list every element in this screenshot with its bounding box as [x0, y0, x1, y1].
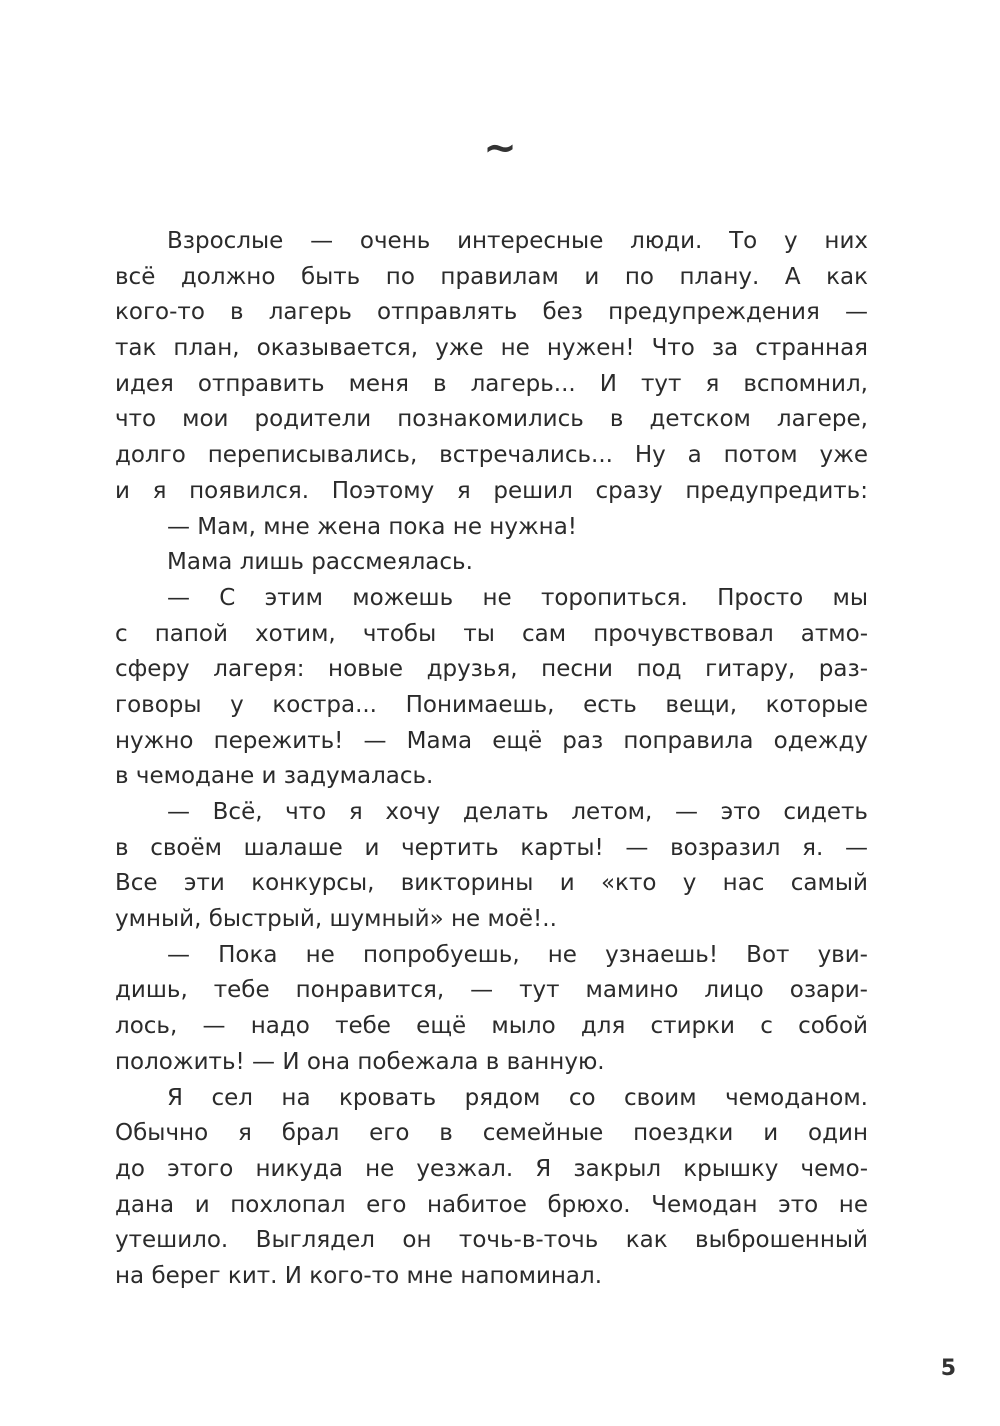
text-line: дишь, тебе понравится, — тут мамино лицо озари-	[115, 977, 868, 1004]
text-line: кого-то в лагерь отправлять без предупреждения —	[115, 299, 868, 326]
tilde-ornament: ~	[483, 125, 517, 171]
text-line: дана и похлопал его набитое брюхо. Чемодан это не	[115, 1191, 868, 1218]
text-line: нужно пережить! — Мама ещё раз поправила одежду	[115, 727, 868, 754]
text-line: на берег кит. И кого-то мне напоминал.	[115, 1262, 603, 1289]
text-line: утешило. Выглядел он точь-в-точь как выброшенный	[115, 1227, 868, 1254]
text-line: Мама лишь рассмеялась.	[167, 549, 473, 576]
text-line: умный, быстрый, шумный» не моё!..	[115, 906, 557, 933]
text-line: положить! — И она побежала в ванную.	[115, 1048, 605, 1075]
text-line: до этого никуда не уезжал. Я закрыл крышку чемо-	[115, 1155, 868, 1182]
text-line: долго переписывались, встречались... Ну а потом уже	[115, 442, 868, 469]
text-line: говоры у костра... Понимаешь, есть вещи, которые	[115, 691, 868, 718]
text-line: идея отправить меня в лагерь... И тут я вспомнил,	[115, 370, 868, 397]
page-number: 5	[940, 1356, 956, 1381]
text-line: в своём шалаше и чертить карты! — возразил я. —	[115, 834, 868, 861]
text-line: — С этим можешь не торопиться. Просто мы	[167, 584, 868, 611]
text-line: — Мам, мне жена пока не нужна!	[167, 513, 578, 540]
text-line: лось, — надо тебе ещё мыло для стирки с собой	[115, 1013, 868, 1040]
text-line: что мои родители познакомились в детском лагере,	[115, 406, 868, 433]
text-line: Я сел на кровать рядом со своим чемоданом.	[167, 1084, 868, 1111]
text-line: так план, оказывается, уже не нужен! Что за странная	[115, 335, 868, 362]
text-line: — Всё, что я хочу делать летом, — это сидеть	[167, 799, 868, 825]
text-line: сферу лагеря: новые друзья, песни под гитару, раз-	[115, 656, 868, 683]
text-line: и я появился. Поэтому я решил сразу предупредить:	[115, 477, 868, 504]
text-line: всё должно быть по правилам и по плану. А как	[115, 263, 868, 290]
text-line: с папой хотим, чтобы ты сам прочувствовал атмо-	[115, 620, 868, 647]
text-line: Взрослые — очень интересные люди. То у них	[167, 228, 868, 254]
text-line: Обычно я брал его в семейные поездки и один	[115, 1120, 868, 1147]
text-line: в чемодане и задумалась.	[115, 763, 434, 790]
text-line: — Пока не попробуешь, не узнаешь! Вот уви-	[167, 941, 868, 968]
text-line: Все эти конкурсы, викторины и «кто у нас самый	[115, 870, 868, 897]
body-text	[115, 224, 868, 1295]
